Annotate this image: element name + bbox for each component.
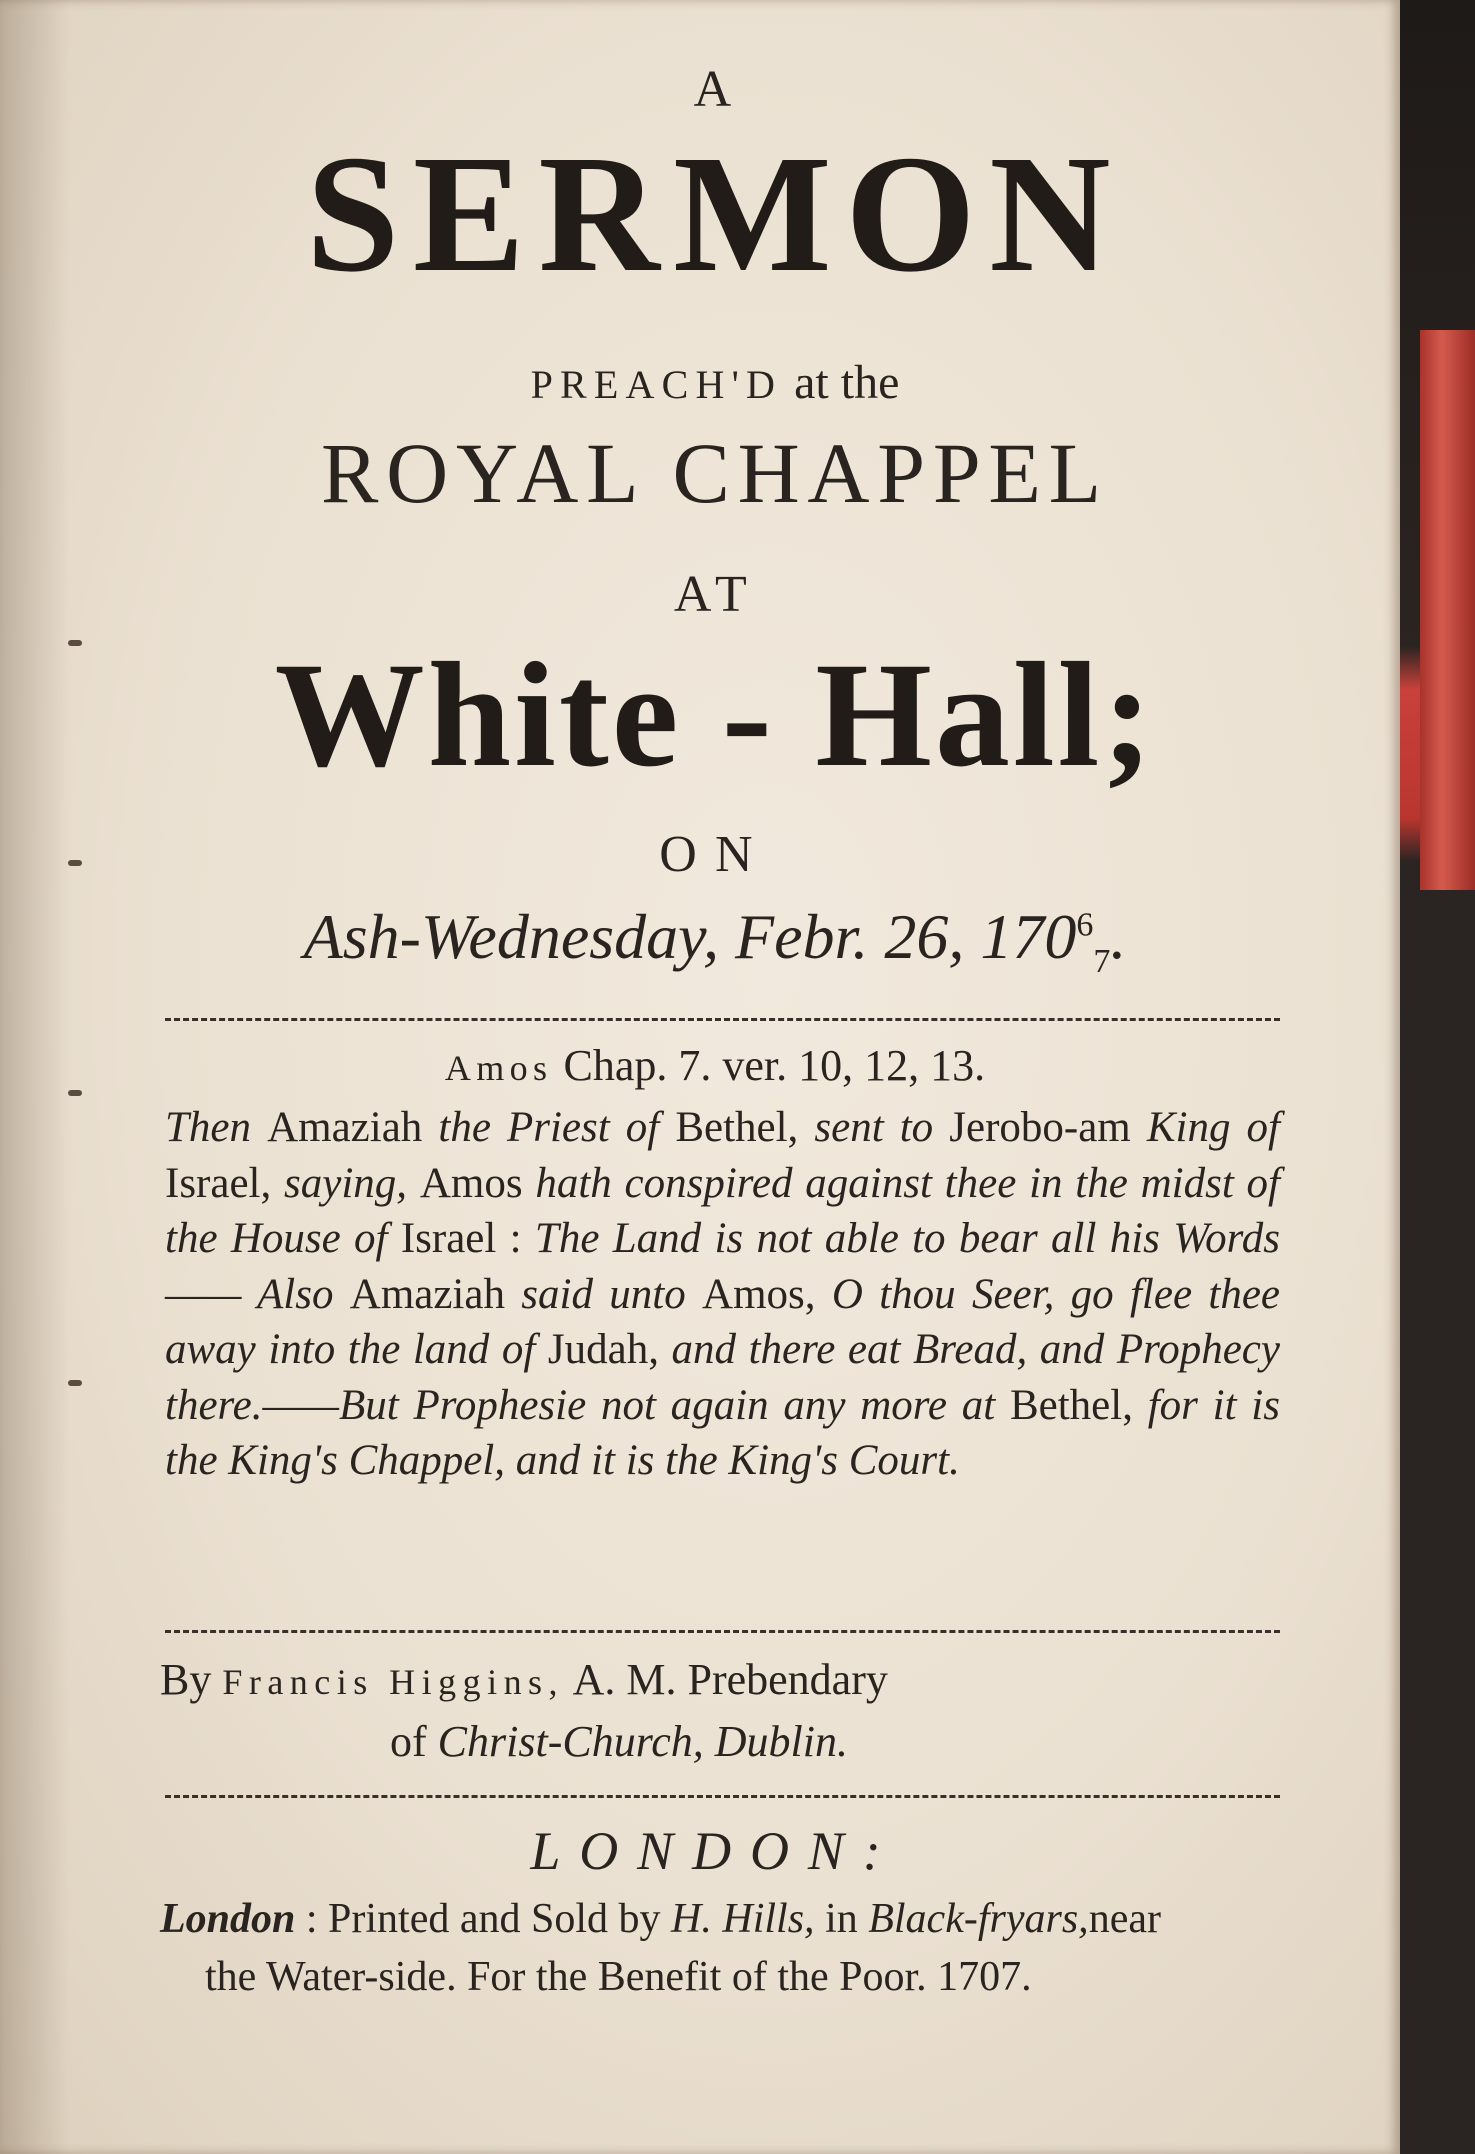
date-sub: 7 (1093, 942, 1111, 980)
quote-fragment: Amaziah (349, 1270, 505, 1318)
date-sup: 6 (1076, 906, 1094, 944)
author-line-2 (160, 1712, 1275, 1772)
quote-fragment: hath conspired against thee in the midst of the House of (165, 1159, 1280, 1262)
quote-fragment: Bethel, (1009, 1381, 1133, 1429)
title-at: AT (673, 566, 757, 623)
imprint-text: : Printed and Sold by (295, 1896, 672, 1942)
quote-fragment: Judah, (547, 1326, 659, 1373)
author-line (160, 1650, 1275, 1772)
title-on: ON (659, 826, 771, 883)
red-book-edge (1420, 330, 1475, 890)
quote-fragment: The Land is not able to bear all his Words—— Also (165, 1215, 1280, 1318)
binding-stitch (68, 640, 82, 646)
divider-rule (165, 1795, 1280, 1798)
quote-fragment: Jerobo-am (949, 1104, 1131, 1151)
binding-stitch (68, 1380, 82, 1386)
divider-rule (165, 1630, 1280, 1633)
author-of: of (390, 1717, 438, 1766)
binding-stitch (68, 1090, 82, 1096)
imprint-text: near (1088, 1896, 1161, 1942)
date-end: . (1110, 901, 1127, 972)
title-royal-chappel: ROYAL CHAPPEL (321, 425, 1109, 521)
quote-fragment: Then (165, 1104, 268, 1151)
title-white-hall: White - Hall; (274, 632, 1156, 798)
quote-fragment: sent to (798, 1104, 950, 1151)
date-main: Ash-Wednesday, Febr. 26, 170 (303, 901, 1077, 972)
imprint-text: in (814, 1896, 869, 1942)
author-name: Francis Higgins, (222, 1662, 565, 1702)
author-by: By (160, 1655, 223, 1704)
scripture-quote (165, 1100, 1280, 1489)
quote-fragment: Amos, (702, 1270, 816, 1318)
quote-fragment: Israel, (165, 1159, 272, 1207)
quote-fragment: saying, (271, 1159, 420, 1207)
quote-fragment: the Priest of (422, 1104, 676, 1151)
title-article: A (693, 61, 737, 118)
title-sermon: SERMON (305, 121, 1125, 307)
imprint-line-2: the Water-side. For the Benefit of the Poor. 1707. (205, 1954, 1032, 2000)
quote-fragment: Bethel, (675, 1104, 799, 1151)
title-date (150, 900, 1280, 981)
author-degree: A. M. Prebendary (564, 1655, 888, 1704)
title-preached (150, 355, 1280, 410)
binding-stitch (68, 860, 82, 866)
imprint-text: London (160, 1896, 296, 1942)
imprint-text: Black-fryars, (868, 1896, 1089, 1942)
author-church: Christ-Church, Dublin. (437, 1717, 848, 1766)
amos-rest: Chap. 7. ver. 10, 12, 13. (552, 1041, 986, 1090)
preached-caps: PREACH'D (530, 362, 783, 407)
quote-fragment: Amos (419, 1159, 523, 1207)
amos-caps: Amos (444, 1048, 553, 1088)
quote-fragment: King of (1130, 1104, 1280, 1151)
quote-fragment: and there eat Bread, and Prophecy there.——But Prophesie not again any more at (165, 1326, 1280, 1429)
scripture-reference (150, 1040, 1280, 1091)
quote-fragment: Israel : (400, 1215, 522, 1262)
imprint-city: LONDON: (530, 1821, 900, 1881)
quote-fragment: said unto (504, 1270, 703, 1318)
quote-fragment: Amaziah (267, 1104, 423, 1151)
preached-rest: at the (782, 356, 900, 409)
quote-fragment: for it is the King's Chappel, and it is the King's Court. (165, 1381, 1280, 1484)
imprint-text: H. Hills, (671, 1896, 815, 1942)
quote-fragment: O thou Seer, go flee thee away into the land of (165, 1270, 1280, 1373)
imprint (160, 1890, 1280, 2006)
divider-rule (165, 1018, 1280, 1021)
page-edge-background (1400, 0, 1475, 2154)
